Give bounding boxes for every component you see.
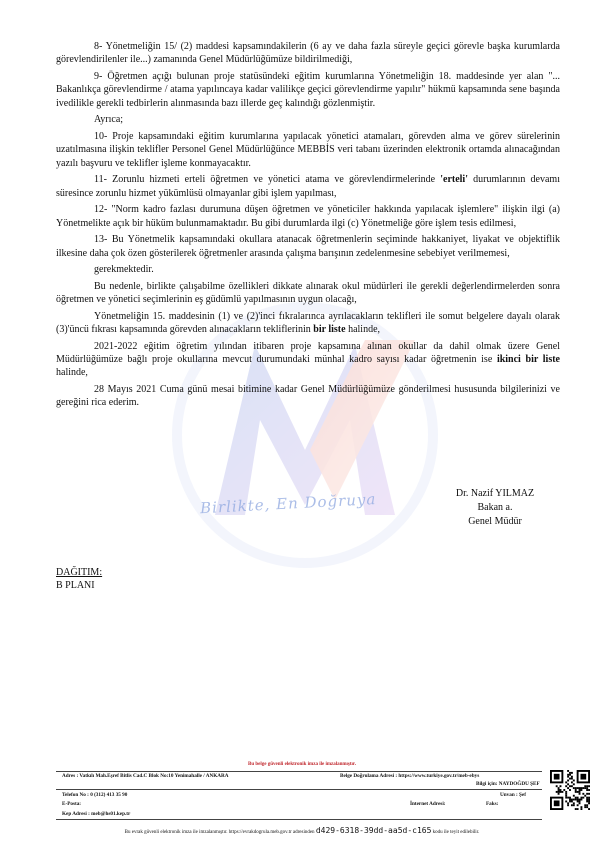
- qr-module: [586, 799, 588, 801]
- qr-module: [575, 791, 577, 793]
- qr-module: [588, 802, 590, 804]
- qr-module: [558, 793, 560, 795]
- footer-note-post: kodu ile teyit edilebilir.: [432, 830, 480, 835]
- qr-module: [558, 791, 560, 793]
- footer-divider-bottom: [56, 819, 542, 820]
- qr-module: [584, 806, 586, 808]
- qr-module: [588, 789, 590, 791]
- footer-address: Adres : Vatkılı Mah.Eşref Bitlis Cad.C Blok No:10 Yenimahalle / ANKARA: [62, 773, 229, 779]
- footer-internet: İnternet Adresi:: [410, 801, 446, 807]
- footer-phone: Telefon No : 0 (312) 413 35 90: [62, 792, 128, 798]
- paragraph-2021-2022-bold: ikinci bir liste: [496, 354, 560, 366]
- qr-module: [579, 787, 581, 789]
- paragraph-8: 8- Yönetmeliğin 15/ (2) maddesi kapsamındakilerin (6 ay ve daha fazla süreyle geçici görevle başka kurumlarda görevlendirilenler ile...) zamanında Genel Müdürlüğümüze bildirilmediği,: [56, 41, 560, 66]
- qr-module: [567, 804, 569, 806]
- paragraph-11: [56, 173, 560, 200]
- qr-module: [579, 799, 581, 801]
- footer-verification-note: [0, 826, 604, 835]
- qr-module: [567, 780, 569, 782]
- qr-module: [561, 791, 563, 793]
- paragraph-gerekmektedir: gerekmektedir.: [94, 264, 154, 276]
- qr-module: [588, 800, 590, 802]
- qr-module: [586, 793, 588, 795]
- qr-module: [584, 785, 586, 787]
- qr-module: [571, 804, 573, 806]
- qr-module: [556, 785, 558, 787]
- qr-module: [575, 789, 577, 791]
- letter-body: [56, 40, 560, 413]
- qr-module: [567, 802, 569, 804]
- qr-module: [586, 785, 588, 787]
- qr-module: [573, 787, 575, 789]
- qr-module: [584, 795, 586, 797]
- qr-module: [580, 808, 582, 810]
- qr-module: [565, 791, 567, 793]
- qr-module: [588, 808, 590, 810]
- qr-module: [556, 791, 558, 793]
- qr-module: [571, 800, 573, 802]
- qr-module: [567, 774, 569, 776]
- qr-module: [580, 789, 582, 791]
- footer-verify-address: Belge Doğrulama Adresi : https://www.turkiye.gov.tr/meb-ebys: [340, 773, 480, 779]
- paragraph-12: 12- "Norm kadro fazlası durumuna düşen öğretmen ve yöneticiler hakkında yapılacak işlemlere" ilişkin ilgi (a) Yönetmelikte açık bir hüküm bulunmamaktadır. Bu gibi durumlarda ilgi (c) Yönetmeliğe göre işlem tesis edilmesi,: [56, 204, 560, 229]
- footer-kep: Kep Adresi : meb@hs01.kep.tr: [62, 811, 131, 817]
- paragraph-11-text-c: durumlarının devamı süresince zorunlu hizmet yükümlüsü olmayanlar gibi işlem yapılması,: [56, 174, 560, 199]
- footer-note-pre: Bu evrak güvenli elektronik imza ile imzalanmıştır. https://evrakdogrula.meb.gov.tr adresinden: [124, 830, 315, 835]
- qr-module: [567, 776, 569, 778]
- qr-module: [569, 778, 571, 780]
- qr-module: [588, 797, 590, 799]
- qr-module: [580, 774, 586, 780]
- signature-block: [420, 487, 570, 529]
- paragraph-ayrica: Ayrıca;: [94, 114, 124, 126]
- qr-module: [560, 791, 562, 793]
- qr-module: [579, 789, 581, 791]
- qr-code: [550, 770, 590, 810]
- footer-divider-mid: [56, 789, 542, 790]
- qr-module: [565, 793, 567, 795]
- qr-module: [571, 776, 573, 778]
- qr-module: [569, 774, 571, 776]
- qr-module: [575, 797, 577, 799]
- qr-module: [577, 799, 579, 801]
- qr-module: [565, 797, 567, 799]
- qr-module: [569, 800, 571, 802]
- qr-module: [560, 785, 562, 787]
- paragraph-9: 9- Öğretmen açığı bulunan proje statüsündeki eğitim kurumlarına Yönetmeliğin 18. maddesinde yer alan "... Bakanlıkça görevlendirme / atama yapılıncaya kadar valilikçe geçici görevlendirme yapılır" hükmü kapsamında sene başında ivedilikle gerekli tedbirlerin alınmasında bazı illerde geç kalındığı gözlenmiştir.: [56, 70, 560, 109]
- distribution-item: B PLANI: [56, 580, 95, 591]
- footer-info-contact: Bilgi için: NAYDOĞDU ŞEF: [476, 781, 540, 787]
- qr-module: [577, 808, 579, 810]
- paragraph-10: 10- Proje kapsamındaki eğitim kurumlarına yapılacak yönetici atamaları, görevden alma ve görev sürelerinin uzatılmasına ilişkin teklifler Personel Genel Müdürlüğünce MEBBİS veri tabanı üzerinden elektronik ortamda alınacağından yazılı başvuru ve teklifler işleme konmayacaktır.: [56, 130, 560, 169]
- qr-module: [586, 787, 588, 789]
- qr-module: [588, 793, 590, 795]
- distribution-block: [56, 566, 102, 592]
- qr-module: [573, 804, 575, 806]
- qr-module: [558, 787, 560, 789]
- qr-module: [569, 789, 571, 791]
- footer-unvan: Unvan : Şef: [500, 792, 526, 798]
- qr-module: [580, 797, 582, 799]
- qr-module: [567, 787, 569, 789]
- paragraph-bu-nedenle: Bu nedenle, birlikte çalışabilme özellikleri dikkate alınarak okul müdürleri ile gerekli değerlendirmelerden sonra öğretmen ve yönetici seçimlerinin eş güdümlü yapılmasının uygun olacağı,: [56, 280, 560, 306]
- qr-module: [582, 797, 584, 799]
- qr-module: [577, 800, 579, 802]
- qr-module: [586, 806, 588, 808]
- qr-module: [573, 802, 575, 804]
- signer-on-behalf: Bakan a.: [477, 502, 513, 513]
- qr-module: [571, 772, 573, 774]
- paragraph-11-text-a: 11- Zorunlu hizmeti erteli öğretmen ve yönetici atama ve görevlendirmelerinde: [94, 174, 441, 186]
- qr-module: [573, 783, 575, 785]
- qr-module: [554, 774, 560, 780]
- qr-module: [579, 800, 581, 802]
- esign-note: Bu belge güvenli elektronik imza ile imzalanmıştır.: [248, 762, 356, 767]
- qr-module: [575, 799, 577, 801]
- qr-module: [565, 795, 567, 797]
- footer-divider-top: [56, 771, 542, 772]
- qr-module: [577, 787, 579, 789]
- qr-module: [563, 789, 565, 791]
- distribution-title: DAĞITIM:: [56, 567, 103, 578]
- qr-module: [577, 804, 579, 806]
- qr-module: [571, 778, 573, 780]
- qr-module: [586, 797, 588, 799]
- signer-name: Dr. Nazif YILMAZ: [455, 488, 535, 499]
- signer-title: Genel Müdür: [468, 516, 522, 527]
- qr-module: [567, 797, 569, 799]
- footer-fax: Faks:: [486, 801, 499, 807]
- qr-module: [569, 772, 571, 774]
- qr-module: [584, 804, 586, 806]
- qr-module: [567, 770, 569, 772]
- paragraph-2021-2022-text-a: 2021-2022 eğitim öğretim yılından itibaren proje kapsamına alınan okullar da dahil olmak üzere Genel Müdürlüğümüze bağlı proje okullarına mevcut durumundaki münhal kadro sayısı kadar öğretmenin ise: [56, 340, 560, 366]
- qr-module: [573, 780, 575, 782]
- paragraph-yonetmelik-15-text-c: halinde,: [345, 324, 381, 336]
- qr-module: [554, 800, 560, 806]
- qr-module: [586, 789, 588, 791]
- watermark-slogan: Birlikte, En Doğruya: [199, 490, 377, 518]
- qr-module: [571, 785, 573, 787]
- qr-module: [577, 791, 579, 793]
- qr-module: [569, 799, 571, 801]
- qr-module: [575, 808, 577, 810]
- qr-module: [571, 781, 573, 783]
- qr-module: [588, 799, 590, 801]
- qr-module: [588, 785, 590, 787]
- qr-module: [586, 804, 588, 806]
- qr-module: [565, 785, 567, 787]
- paragraph-deadline: 28 Mayıs 2021 Cuma günü mesai bitimine kadar Genel Müdürlüğümüze gönderilmesi hususunda bilgilerinizi ve gereğini rica ederim.: [56, 384, 560, 409]
- qr-module: [571, 799, 573, 801]
- qr-module: [565, 800, 567, 802]
- qr-module: [577, 797, 579, 799]
- qr-module: [579, 791, 581, 793]
- paragraph-2021-2022-text-c: halinde,: [56, 367, 88, 379]
- qr-module: [573, 799, 575, 801]
- qr-module: [558, 789, 560, 791]
- qr-module: [580, 799, 582, 801]
- qr-module: [567, 783, 569, 785]
- qr-module: [580, 806, 582, 808]
- footer-email: E-Posta:: [62, 801, 82, 807]
- qr-module: [565, 781, 567, 783]
- paragraph-yonetmelik-15-text-a: Yönetmeliğin 15. maddesinin (1) ve (2)'inci fıkralarınca ayrılacakların teklifleri ile somut belgelere dayalı olarak (3)'üncü fıkrası kapsamında görevden alınacakların tekliflerinin: [56, 310, 560, 336]
- qr-module: [579, 793, 581, 795]
- qr-module: [580, 787, 582, 789]
- paragraph-11-bold: 'erteli': [440, 174, 468, 186]
- paragraph-13: 13- Bu Yönetmelik kapsamındaki okullara atanacak öğretmenlerin seçiminde hakkaniyet, liyakat ve objektiflik ilkesine daha çok özen gösterilerek öğretmenler arasında çalışma barışının zedelenmesine sebebiyet verilmemesi,: [56, 234, 560, 259]
- qr-module: [582, 793, 584, 795]
- verification-code: d429-6318-39dd-aa5d-c165: [315, 826, 432, 835]
- qr-module: [586, 800, 588, 802]
- qr-module: [569, 797, 571, 799]
- paragraph-yonetmelik-15: [56, 310, 560, 337]
- qr-module: [582, 787, 584, 789]
- paragraph-yonetmelik-15-bold: bir liste: [313, 324, 346, 336]
- qr-module: [579, 802, 581, 804]
- qr-module: [569, 785, 571, 787]
- qr-module: [584, 787, 586, 789]
- qr-module: [575, 787, 577, 789]
- qr-module: [573, 795, 575, 797]
- paragraph-2021-2022: [56, 340, 560, 380]
- qr-module: [560, 789, 562, 791]
